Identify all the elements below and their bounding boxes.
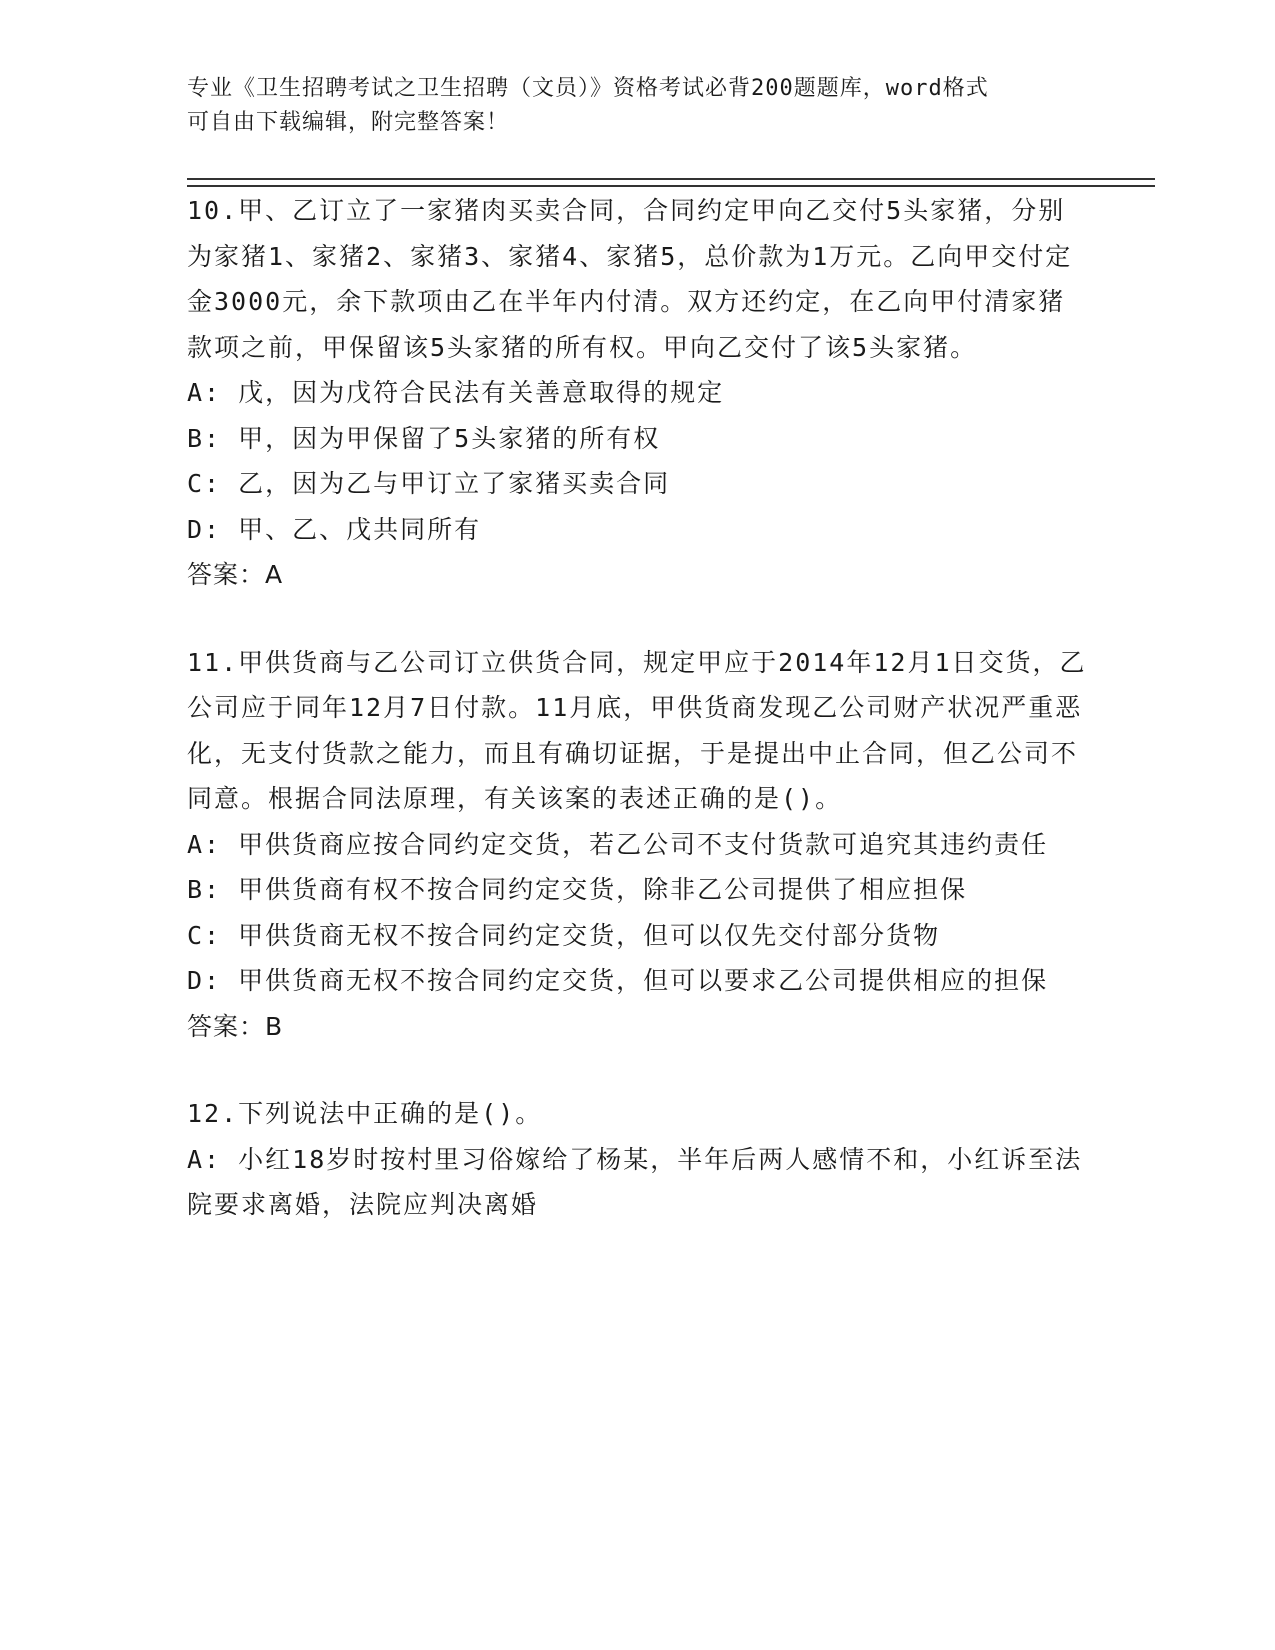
question-stem: 12.下列说法中正确的是()。 — [187, 1099, 543, 1128]
header-divider-top — [187, 178, 1155, 180]
answer-label: 答案：A — [187, 560, 284, 589]
option-c: C: 乙，因为乙与甲订立了家猪买卖合同 — [187, 469, 671, 498]
question-stem: 11.甲供货商与乙公司订立供货合同，规定甲应于2014年12月1日交货，乙公司应于同年12月7日付款。11月底，甲供货商发现乙公司财产状况严重恶化，无支付货款之能力，而且有确切证据，于是提出中止合同，但乙公司不同意。根据合同法原理，有关该案的表述正确的是()。 — [187, 647, 1087, 813]
option-d: D: 甲、乙、戊共同所有 — [187, 514, 482, 544]
option-c: C: 甲供货商无权不按合同约定交货，但可以仅先交付部分货物 — [187, 920, 941, 950]
page-header — [187, 72, 1067, 140]
question-10 — [187, 188, 1087, 598]
answer-label: 答案：B — [187, 1011, 284, 1041]
question-spacer — [187, 1049, 1087, 1091]
option-d: D: 甲供货商无权不按合同约定交货，但可以要求乙公司提供相应的担保 — [187, 966, 1049, 995]
question-12 — [187, 1091, 1087, 1228]
question-11 — [187, 640, 1087, 1050]
question-spacer — [187, 598, 1087, 640]
header-line-2: 可自由下载编辑，附完整答案！ — [187, 110, 510, 135]
question-list — [187, 188, 1087, 1228]
option-a: A: 戊，因为戊符合民法有关善意取得的规定 — [187, 378, 725, 407]
question-stem: 10.甲、乙订立了一家猪肉买卖合同，合同约定甲向乙交付5头家猪，分别为家猪1、家猪2、家猪3、家猪4、家猪5，总价款为1万元。乙向甲交付定金3000元，余下款项由乙在半年内付清。双方还约定，在乙向甲付清家猪款项之前，甲保留该5头家猪的所有权。甲向乙交付了该5头家猪。 — [187, 196, 1073, 362]
header-divider-bottom — [187, 185, 1155, 187]
option-a: A: 甲供货商应按合同约定交货，若乙公司不支付货款可追究其违约责任 — [187, 829, 1049, 859]
option-b: B: 甲，因为甲保留了5头家猪的所有权 — [187, 423, 661, 453]
option-b: B: 甲供货商有权不按合同约定交货，除非乙公司提供了相应担保 — [187, 875, 968, 904]
option-a: A: 小红18岁时按村里习俗嫁给了杨某，半年后两人感情不和，小红诉至法院要求离婚，法院应判决离婚 — [187, 1144, 1083, 1219]
header-line-1: 专业《卫生招聘考试之卫生招聘（文员）》资格考试必背200题题库，word格式 — [187, 76, 989, 101]
